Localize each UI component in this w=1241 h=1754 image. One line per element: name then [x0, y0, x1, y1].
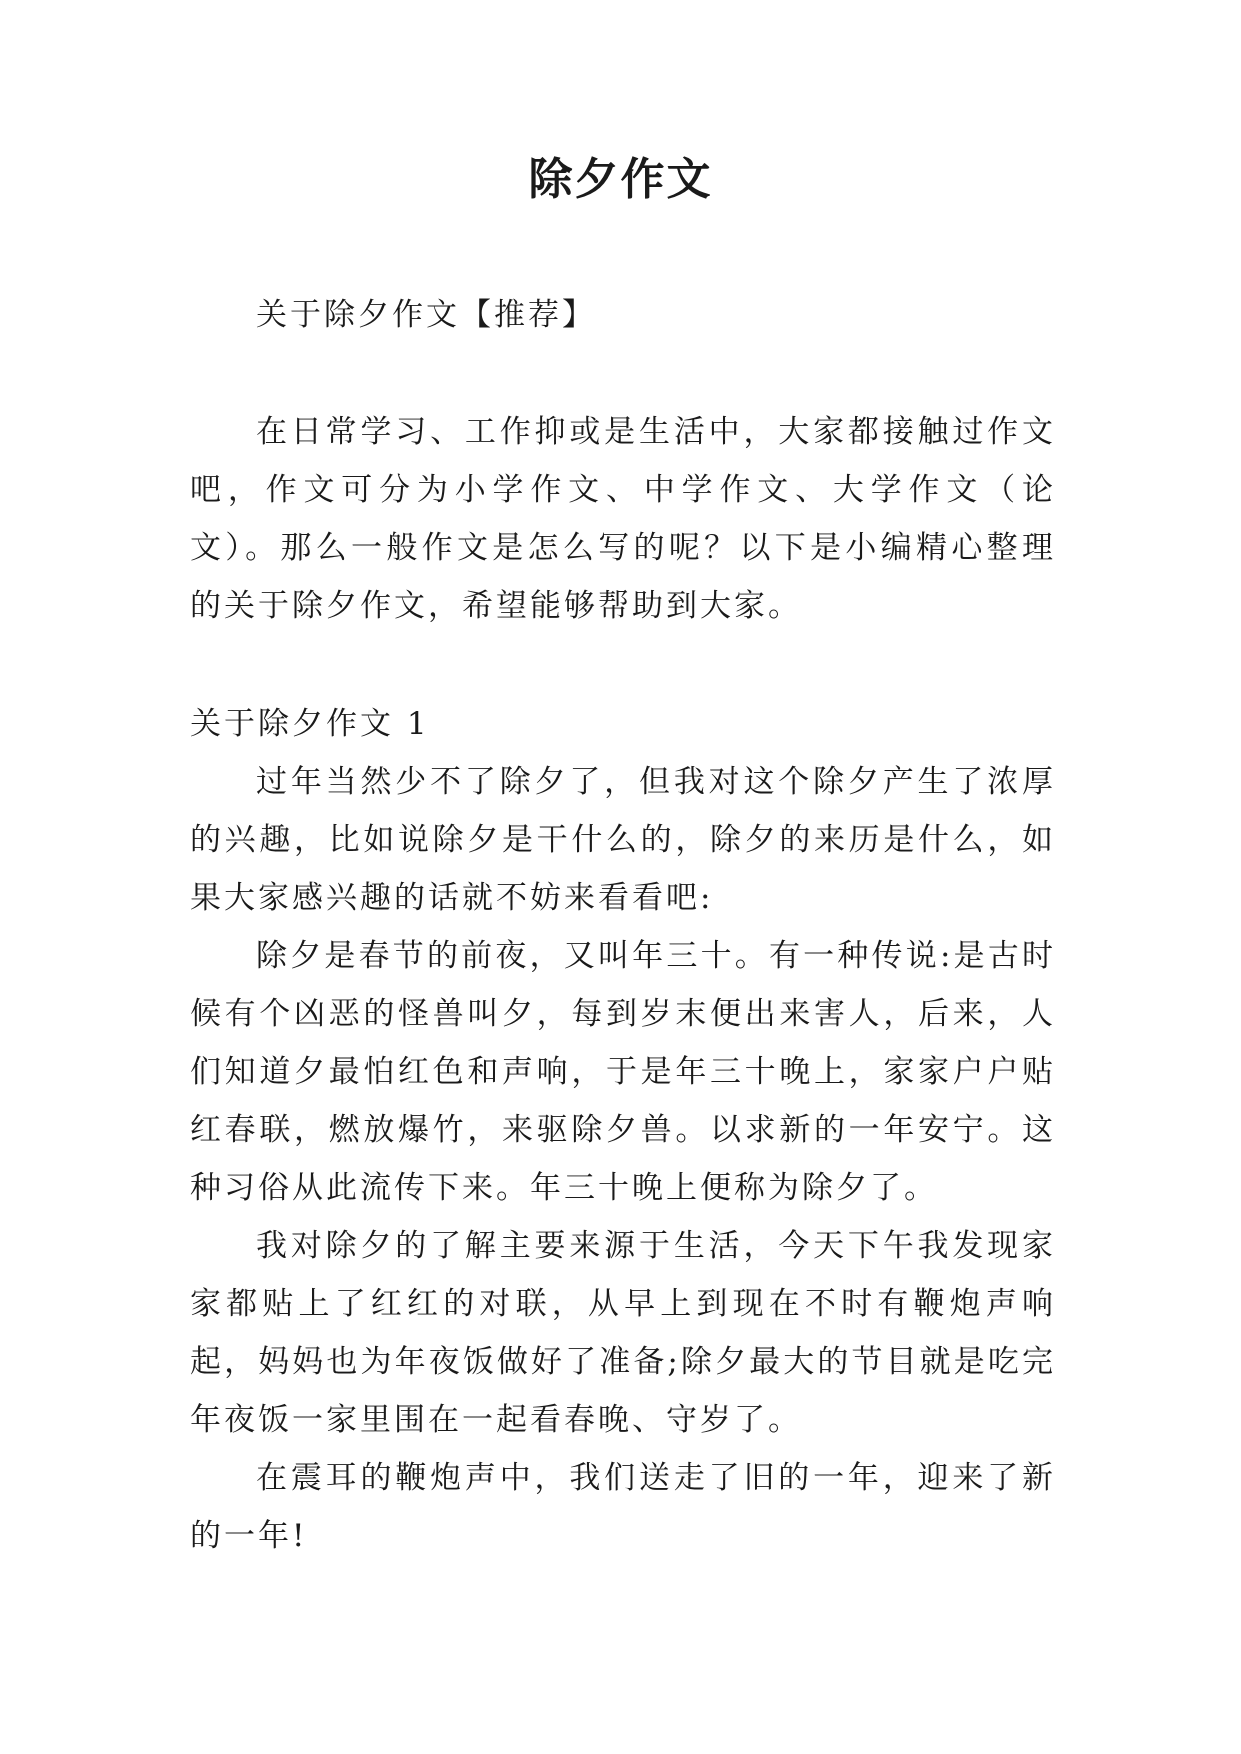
essay-paragraph: 过年当然少不了除夕了，但我对这个除夕产生了浓厚的兴趣，比如说除夕是干什么的，除夕的来历是什么，如果大家感兴趣的话就不妨来看看吧: — [190, 764, 1056, 916]
essay-paragraph: 我对除夕的了解主要来源于生活，今天下午我发现家家都贴上了红红的对联，从早上到现在不时有鞭炮声响起，妈妈也为年夜饭做好了准备;除夕最大的节目就是吃完年夜饭一家里围在一起看春晚、守岁了。 — [190, 1228, 1056, 1438]
essay-body — [190, 753, 1056, 1565]
essay-paragraph: 除夕是春节的前夜，又叫年三十。有一种传说:是古时候有个凶恶的怪兽叫夕，每到岁末便出来害人，后来，人们知道夕最怕红色和声响，于是年三十晚上，家家户户贴红春联，燃放爆竹，来驱除夕兽。以求新的一年安宁。这种习俗从此流传下来。年三十晚上便称为除夕了。 — [190, 938, 1056, 1206]
section-title: 关于除夕作文 1 — [190, 706, 430, 742]
document-subtitle: 关于除夕作文【推荐】 — [256, 297, 596, 333]
page-title: 除夕作文 — [528, 154, 713, 205]
intro-paragraph: 在日常学习、工作抑或是生活中，大家都接触过作文吧，作文可分为小学作文、中学作文、大学作文（论文）。那么一般作文是怎么写的呢？以下是小编精心整理的关于除夕作文，希望能够帮助到大家。 — [190, 414, 1056, 624]
essay-paragraph: 在震耳的鞭炮声中，我们送走了旧的一年，迎来了新的一年! — [190, 1460, 1056, 1554]
